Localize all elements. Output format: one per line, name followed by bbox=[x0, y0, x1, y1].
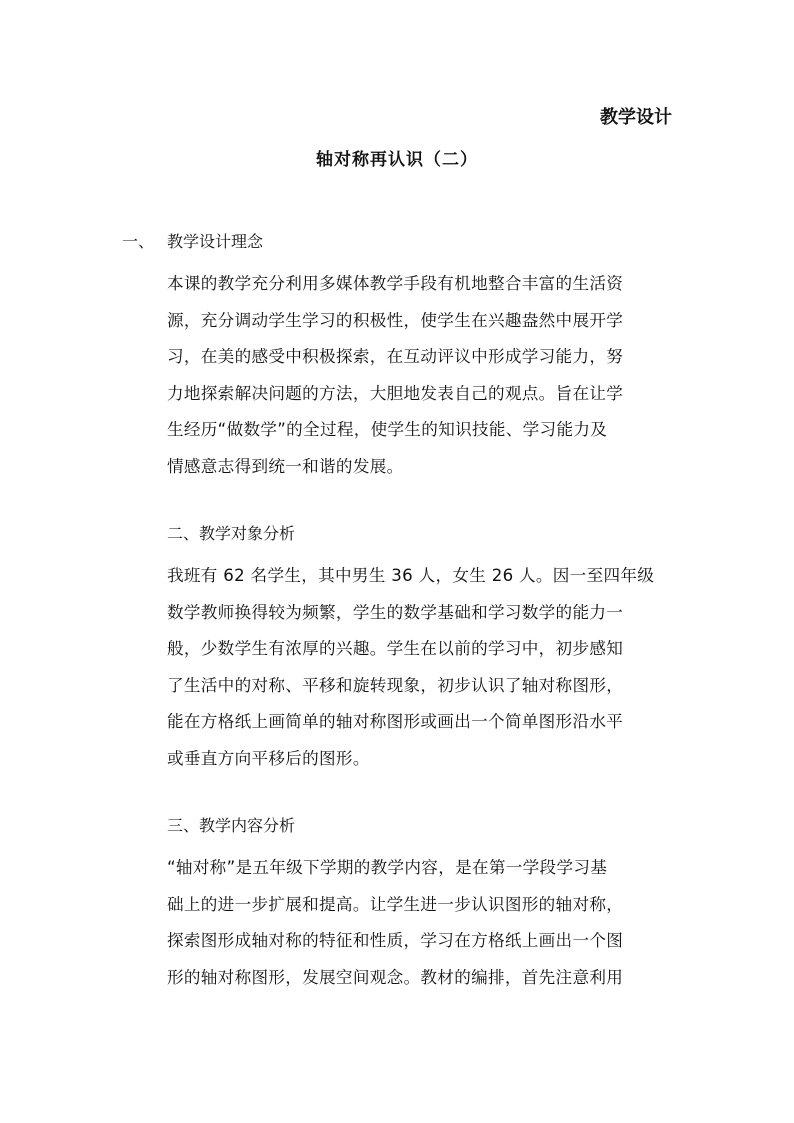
paragraph-line: 情感意志得到统一和谐的发展。 bbox=[167, 456, 404, 476]
paragraph-line: 了生活中的对称、平移和旋转现象，初步认识了轴对称图形， bbox=[167, 675, 624, 695]
section-3-heading: 三、教学内容分析 bbox=[167, 816, 296, 835]
section-3-paragraph bbox=[167, 850, 707, 996]
paragraph-line: 习，在美的感受中积极探索，在互动评议中形成学习能力，努 bbox=[167, 347, 624, 367]
paragraph-line: 础上的进一步扩展和提高。让学生进一步认识图形的轴对称， bbox=[167, 894, 624, 914]
paragraph-line: 我班有 62 名学生，其中男生 36 人，女生 26 人。因一至四年级 bbox=[167, 566, 655, 585]
paragraph-line: 生经历“做数学”的全过程，使学生的知识技能、学习能力及 bbox=[167, 420, 608, 440]
paragraph-line: 数学教师换得较为频繁，学生的数学基础和学习数学的能力一 bbox=[167, 602, 624, 622]
section-1-heading: 教学设计理念 bbox=[167, 232, 264, 251]
paragraph-line: “轴对称”是五年级下学期的教学内容，是在第一学段学习基 bbox=[167, 858, 608, 877]
doc-heading: 教学设计 bbox=[600, 107, 672, 128]
paragraph-line: 形的轴对称图形，发展空间观念。教材的编排，首先注意利用 bbox=[167, 967, 624, 987]
section-1-number: 一、 bbox=[122, 232, 155, 251]
doc-title: 轴对称再认识（二） bbox=[316, 150, 478, 170]
paragraph-line: 能在方格纸上画简单的轴对称图形或画出一个简单图形沿水平 bbox=[167, 712, 624, 732]
paragraph-line: 源，充分调动学生学习的积极性，使学生在兴趣盎然中展开学 bbox=[167, 310, 624, 330]
section-2-paragraph bbox=[167, 558, 707, 778]
paragraph-line: 般，少数学生有浓厚的兴趣。学生在以前的学习中，初步感知 bbox=[167, 639, 624, 659]
paragraph-line: 或垂直方向平移后的图形。 bbox=[167, 748, 370, 768]
section-2-heading: 二、教学对象分析 bbox=[167, 524, 296, 543]
section-1-paragraph bbox=[167, 266, 707, 486]
paragraph-line: 力地探索解决问题的方法，大胆地发表自己的观点。旨在让学 bbox=[167, 383, 624, 403]
paragraph-line: 探索图形成轴对称的特征和性质，学习在方格纸上画出一个图 bbox=[167, 931, 624, 951]
paragraph-line: 本课的教学充分利用多媒体教学手段有机地整合丰富的生活资 bbox=[167, 274, 624, 293]
